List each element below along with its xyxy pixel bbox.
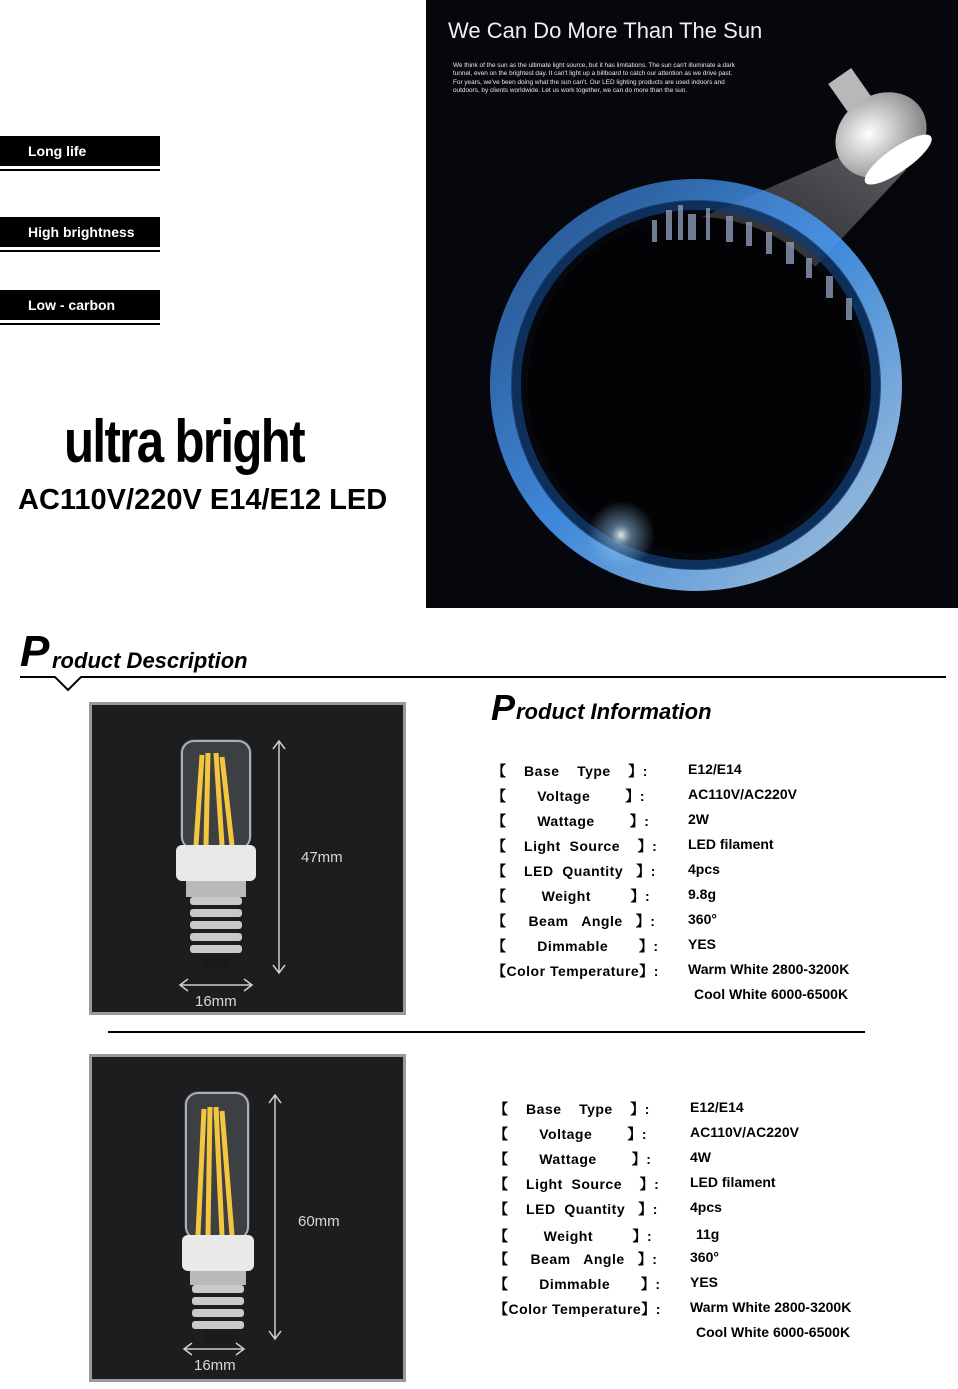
spec-label: 【 Voltage 】:	[492, 788, 646, 804]
spec-label: 【 Beam Angle 】:	[492, 913, 656, 929]
spec-label: 【 Beam Angle 】:	[494, 1251, 658, 1267]
hero-body-text: We think of the sun as the ultimate light source, but it has limitations. The sun can't illuminate a dark tunnel, even on the brightest day. It can't light up a billboard to catch our attention as we drive past. For years, we've been doing what the sun can't. Our LED lighting products are used indoors and outdoors, by clients worldwide. Let us work together, we can do more than the sun.	[453, 62, 735, 94]
spec-label: 【 LED Quantity 】:	[494, 1201, 658, 1217]
spec-value: 4pcs	[688, 861, 720, 877]
height-dimension-label: 60mm	[298, 1213, 340, 1230]
feature-tag-low-carbon: Low - carbon	[0, 290, 160, 320]
spec-value: LED filament	[690, 1174, 776, 1190]
spec-label: 【Color Temperature】:	[492, 963, 659, 979]
info-title-rest: roduct Information	[516, 699, 712, 724]
spec-value: AC110V/AC220V	[690, 1124, 799, 1140]
subheadline: AC110V/220V E14/E12 LED	[18, 484, 388, 516]
spec-value: Warm White 2800-3200K	[690, 1299, 852, 1315]
spec-value: 11g	[696, 1226, 720, 1242]
width-dimension-label: 16mm	[194, 1357, 236, 1374]
spec-value: 9.8g	[688, 886, 717, 902]
section-title-rest: roduct Description	[52, 648, 248, 673]
spec-label: 【 Wattage 】:	[492, 813, 650, 829]
spec-value: Cool White 6000-6500K	[696, 1324, 851, 1340]
feature-tag-long-life: Long life	[0, 136, 160, 166]
spec-value: E12/E14	[688, 761, 742, 777]
spec-value: 4pcs	[690, 1199, 722, 1215]
spec-label: 【 Light Source 】:	[494, 1176, 660, 1192]
spec-value: Warm White 2800-3200K	[688, 961, 850, 977]
spec-value: 360°	[688, 911, 717, 927]
spec-value: LED filament	[688, 836, 774, 852]
bulb-illustration-1	[92, 705, 403, 1012]
spec-value: 360°	[690, 1249, 719, 1265]
spec-label: 【Color Temperature】:	[494, 1301, 661, 1317]
spec-label: 【 LED Quantity 】:	[492, 863, 656, 879]
hero-title: We Can Do More Than The Sun	[448, 18, 763, 43]
spec-value: 2W	[688, 811, 709, 827]
spec-label: 【 Weight 】:	[494, 1228, 653, 1244]
width-dimension-label: 16mm	[195, 993, 237, 1010]
feature-tag-high-brightness: High brightness	[0, 217, 160, 247]
spec-label: 【 Dimmable 】:	[492, 938, 659, 954]
spec-label: 【 Weight 】:	[492, 888, 651, 904]
spec-label: 【 Base Type 】:	[492, 763, 648, 779]
spec-label: 【 Light Source 】:	[492, 838, 658, 854]
spec-label: 【 Dimmable 】:	[494, 1276, 661, 1292]
info-title-initial: P	[491, 687, 516, 728]
section-divider	[20, 672, 946, 694]
spec-value: 4W	[690, 1149, 711, 1165]
product-photo-2	[89, 1054, 406, 1382]
spec-label: 【 Wattage 】:	[494, 1151, 652, 1167]
spec-value: Cool White 6000-6500K	[694, 986, 849, 1002]
spec-label: 【 Base Type 】:	[494, 1101, 650, 1117]
spec-value: YES	[688, 936, 717, 952]
bulb-illustration-2	[92, 1057, 403, 1379]
spec-value: E12/E14	[690, 1099, 744, 1115]
spec-label: 【 Voltage 】:	[494, 1126, 648, 1142]
product-photo-1	[89, 702, 406, 1015]
hero-banner	[426, 0, 958, 608]
spec-value: YES	[690, 1274, 719, 1290]
section-title-initial: P	[20, 627, 50, 676]
product-divider	[108, 1031, 865, 1033]
height-dimension-label: 47mm	[301, 849, 343, 866]
headline: ultra bright	[64, 408, 304, 475]
spec-value: AC110V/AC220V	[688, 786, 797, 802]
